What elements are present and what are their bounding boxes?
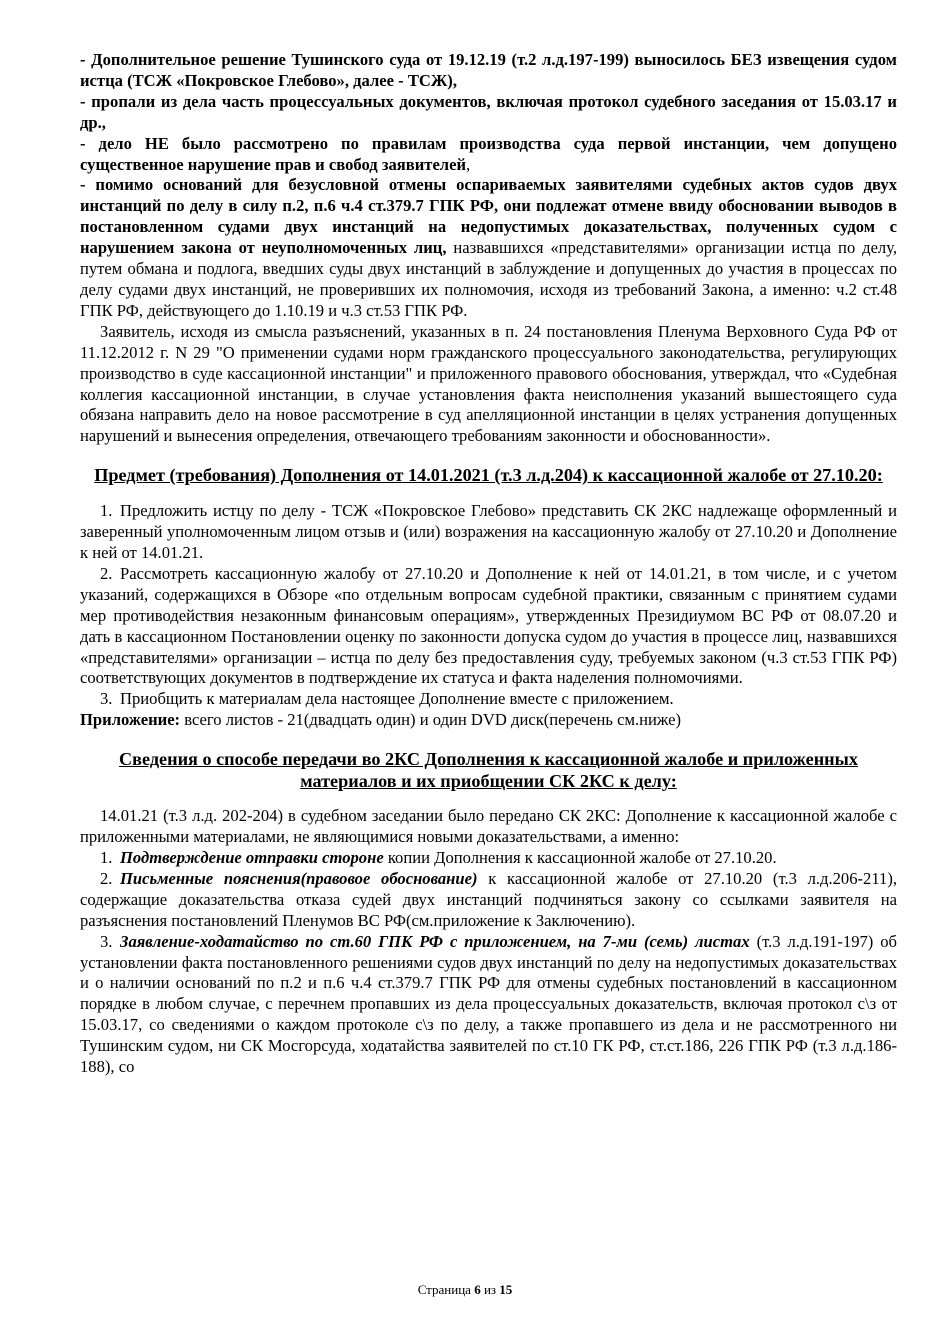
- bullet-notice: - Дополнительное решение Тушинского суда от 19.12.19 (т.2 л.д.197-199) выносилось БЕЗ извещения судом истца (ТСЖ «Покровское Глебово», далее - ТСЖ),: [80, 50, 897, 90]
- attachment-line: Приложение: всего листов - 21(двадцать один) и один DVD диск(перечень см.ниже): [80, 710, 682, 730]
- page-footer: Страница 6 из 15: [417, 1282, 513, 1297]
- document-page: [80, 50, 897, 1078]
- paragraph-applicant: Заявитель, исходя из смысла разъяснений, указанных в п. 24 постановления Пленума Верховного Суда РФ от 11.12.2012 г. N 29 "О применении судами норм гражданского процессуального законодательства, регулирующих производство в суде кассационной инстанции" и приложенного правового обоснования, утверждал, что «Судебная коллегия кассационной инстанции, в случае установления факта неисполнения указаний вышестоящего суда обязана направить дело на новое рассмотрение в суд апелляционной инстанции в целях устранения допущенных нарушений и вынесения определения, отвечающего требованиям законности и обоснованности».: [80, 321, 897, 446]
- page-number: 6: [474, 1282, 481, 1297]
- section-heading-transfer: Сведения о способе передачи во 2КС Дополнения к кассационной жалобе и приложенных материалов и их приобщении СК 2КС к делу:: [119, 749, 858, 792]
- page-total: 15: [499, 1282, 513, 1297]
- list-item: 2. Письменные пояснения(правовое обоснование) к кассационной жалобе от 27.10.20 (т.3 л.д.206-211), содержащие доказательства отказа судей двух инстанций подчиняться закону со ссылками заявителя на разъяснения постановлений Пленумов ВС РФ(см.приложение к Заключению).: [80, 868, 897, 930]
- list-item: 1. Подтверждение отправки стороне копии Дополнения к кассационной жалобе от 27.10.20.: [100, 848, 777, 867]
- list-item: 3. Заявление-ходатайство по ст.60 ГПК РФ с приложением, на 7-ми (семь) листах (т.3 л.д.191-197) об установлении факта постановленного решениями судов двух инстанций по делу на недопустимых доказательствах и о наличии оснований по п.2 и п.6 ч.4 ст.379.7 ГПК РФ для отмены судебных постановлений в кассационном порядке в любом случае, с перечнем пропавших из дела процессуальных доказательств, включая протокол с\з от 15.03.17, со сведениями о каждом протоколе с\з по делу, а также пропавшего из дела и не рассмотренного ни Тушинским судом, ни СК Мосгорсуда, ходатайства заявителей по ст.10 ГК РФ, ст.ст.186, 226 ГПК РФ (т.3 л.д.186-188), со: [80, 931, 897, 1077]
- bullet-first-instance: - дело НЕ было рассмотрено по правилам производства суда первой инстанции, чем допущено существенное нарушение прав и свобод заявителей,: [80, 133, 897, 174]
- section-heading-subject: Предмет (требования) Дополнения от 14.01.2021 (т.3 л.д.204) к кассационной жалобе от 27.10.20:: [94, 465, 883, 486]
- paragraph-transfer: 14.01.21 (т.3 л.д. 202-204) в судебном заседании было передано СК 2КС: Дополнение к кассационной жалобе с приложенными материалами, не являющимися новыми доказательствами, а именно:: [80, 806, 897, 847]
- bullet-missing-documents: - пропали из дела часть процессуальных документов, включая протокол судебного заседания от 15.03.17 и др.,: [80, 91, 897, 132]
- list-item: 3. Приобщить к материалам дела настоящее Дополнение вместе с приложением.: [100, 689, 674, 709]
- bullet-grounds: - помимо оснований для безусловной отмены оспариваемых заявителями судебных актов судов двух инстанций по делу в силу п.2, п.6 ч.4 ст.379.7 ГПК РФ, они подлежат отмене ввиду обосновании выводов в постановленном судами двух инстанций на недопустимых доказательствах, полученных судом с нарушением закона от неуполномоченных лиц, назвавшихся «представителями» организации истца по делу, путем обмана и подлога, введших суды двух инстанций в заблуждение и допущенных до участия в процессах по делу судами двух инстанций, не проверивших их полномочия, исходя из требований Закона, а именно: ч.2 ст.48 ГПК РФ, действующего до 1.10.19 и ч.3 ст.53 ГПК РФ.: [80, 175, 897, 320]
- list-item: 2. Рассмотреть кассационную жалобу от 27.10.20 и Дополнение к ней от 14.01.21, в том числе, и с учетом указаний, содержащихся в Обзоре «по отдельным вопросам судебной практики, связанным с принятием судами мер противодействия незаконным финансовым операциям», утвержденных Президиумом ВС РФ от 08.07.20 и дать в кассационном Постановлении оценку по законности допуска судом до участия в процессе лиц, назвавшихся «представителями» организации – истца по делу без предоставления суду, требуемых законом (ч.3 ст.53 ГПК РФ) соответствующих документов в подтверждение их статуса и факта наделения полномочиями.: [80, 563, 897, 688]
- list-item: 1. Предложить истцу по делу - ТСЖ «Покровское Глебово» представить СК 2КС надлежаще оформленный и заверенный уполномоченным лицом отзыв и (или) возражения на кассационную жалобу от 27.10.20 и Дополнение к ней от 14.01.21.: [80, 501, 897, 563]
